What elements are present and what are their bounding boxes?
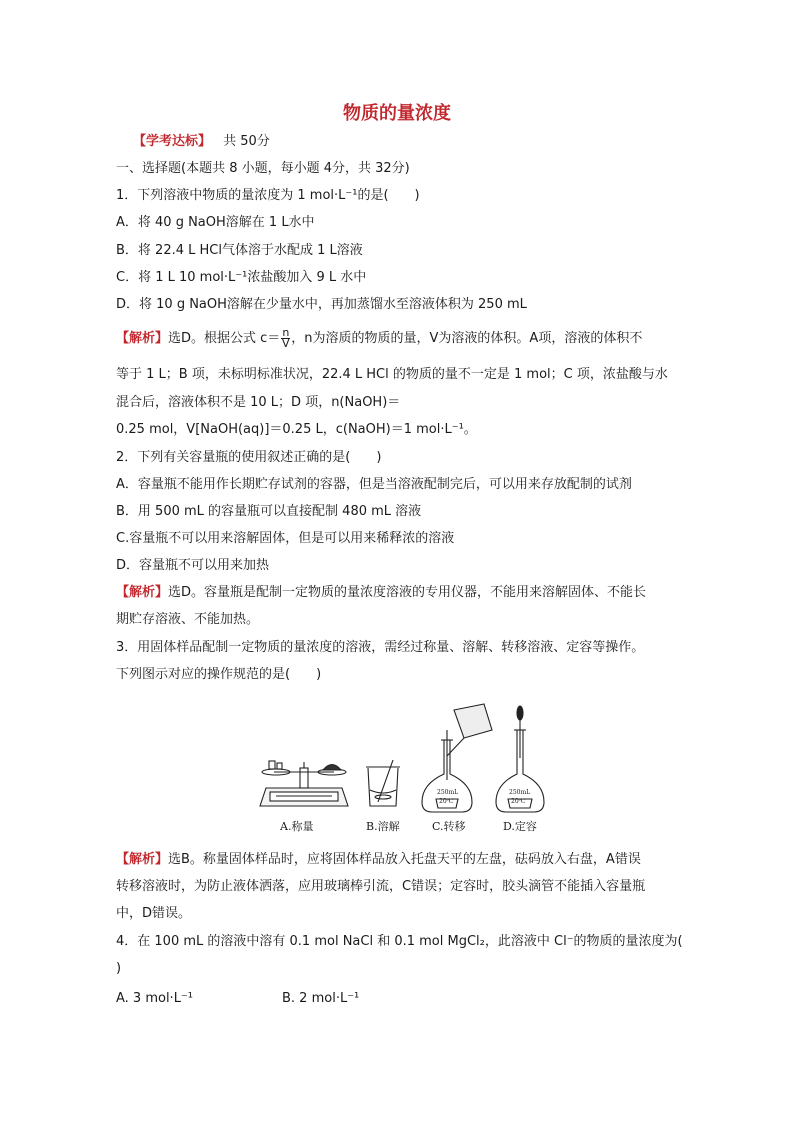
lab-operations-figure [250,700,550,840]
beaker-icon [366,760,400,806]
analysis-tag: 【解析】 [116,331,169,346]
section-score: 共 50分 [223,134,270,149]
analysis-tag: 【解析】 [116,585,169,600]
question-3-stem-line-1: 3．用固体样品配制一定物质的量浓度的溶液，需经过称量、溶解、转移溶液、定容等操作。 [116,640,645,655]
question-2-analysis-line-2: 期贮存溶液、不能加热。 [116,612,260,627]
flask-c-label-volume: 250mL [437,789,459,796]
question-3-analysis-line-2: 转移溶液时，为防止液体洒落，应用玻璃棒引流，C错误；定容时，胶头滴管不能插入容量瓶 [116,879,646,894]
question-3-stem-line-2: 下列图示对应的操作规范的是( ) [116,667,322,682]
question-3-analysis-line-1 [116,851,641,869]
question-2-option-d: D．容量瓶不可以用来加热 [116,558,270,573]
flask-labels [437,789,530,805]
formula-fraction [281,328,290,349]
question-4-stem-line-1: 4．在 100 mL 的溶液中溶有 0.1 mol NaCl 和 0.1 mol MgCl₂，此溶液中 Cl⁻的物质的量浓度为( [116,934,683,949]
question-4-option-b: B. 2 mol·L⁻¹ [282,991,360,1006]
flask-d-label-volume: 250mL [509,789,531,796]
question-1-option-d: D．将 10 g NaOH溶解在少量水中，再加蒸馏水至溶液体积为 250 mL [116,297,527,312]
analysis-text: ，n为溶质的物质的量，V为溶液的体积。A项，溶液的体积不 [291,331,643,346]
question-1-option-b: B．将 22.4 L HCl气体溶于水配成 1 L溶液 [116,243,363,258]
fraction-denominator: V [282,337,290,350]
question-2-stem: 2．下列有关容量瓶的使用叙述正确的是( ) [116,450,382,465]
volumetric-flask-fixed-volume-icon [496,706,544,812]
question-2-option-a: A．容量瓶不能用作长期贮存试剂的容器，但是当溶液配制完后，可以用来存放配制的试剂 [116,477,632,492]
question-2-option-b: B．用 500 mL 的容量瓶可以直接配制 480 mL 溶液 [116,504,422,519]
caption-a: A.称量 [280,820,314,833]
section-header [133,133,270,151]
question-2-option-c: C.容量瓶不可以用来溶解固体，但是可以用来稀释浓的溶液 [116,531,455,546]
question-1-stem: 1．下列溶液中物质的量浓度为 1 mol·L⁻¹的是( ) [116,188,420,203]
question-3-analysis-line-3: 中，D错误。 [116,906,192,921]
question-1-analysis-line-1 [116,328,642,349]
section-tag: 【学考达标】 [133,134,212,149]
analysis-text: 选B。称量固体样品时，应将固体样品放入托盘天平的左盘，砝码放入右盘，A错误 [168,852,641,867]
question-1-analysis-line-3: 混合后，溶液体积不是 10 L；D 项，n(NaOH)＝ [116,395,401,410]
caption-c: C.转移 [432,820,466,833]
part-heading: 一、选择题(本题共 8 小题，每小题 4分，共 32分) [116,161,410,176]
question-1-analysis-line-4: 0.25 mol，V[NaOH(aq)]＝0.25 L，c(NaOH)＝1 mol·L⁻¹。 [116,422,477,437]
question-4-stem-line-2: ) [116,961,122,976]
analysis-text: 选D。容量瓶是配制一定物质的量浓度溶液的专用仪器，不能用来溶解固体、不能长 [168,585,647,600]
flask-d-label-temp: 20℃ [511,798,526,805]
page-title: 物质的量浓度 [343,103,451,124]
analysis-tag: 【解析】 [116,852,169,867]
question-4-option-a: A. 3 mol·L⁻¹ [116,991,194,1006]
question-2-analysis-line-1 [116,584,646,602]
caption-b: B.溶解 [366,820,400,833]
question-1-option-a: A．将 40 g NaOH溶解在 1 L水中 [116,215,315,230]
fraction-numerator: n [282,326,290,339]
question-1-option-c: C．将 1 L 10 mol·L⁻¹浓盐酸加入 9 L 水中 [116,270,367,285]
balance-icon [260,761,348,806]
analysis-text: 选D。根据公式 c＝ [168,331,281,346]
caption-d: D.定容 [503,820,537,833]
question-1-analysis-line-2: 等于 1 L；B 项，未标明标准状况，22.4 L HCl 的物质的量不一定是 1 mol；C 项，浓盐酸与水 [116,367,668,382]
flask-c-label-temp: 20℃ [439,798,454,805]
